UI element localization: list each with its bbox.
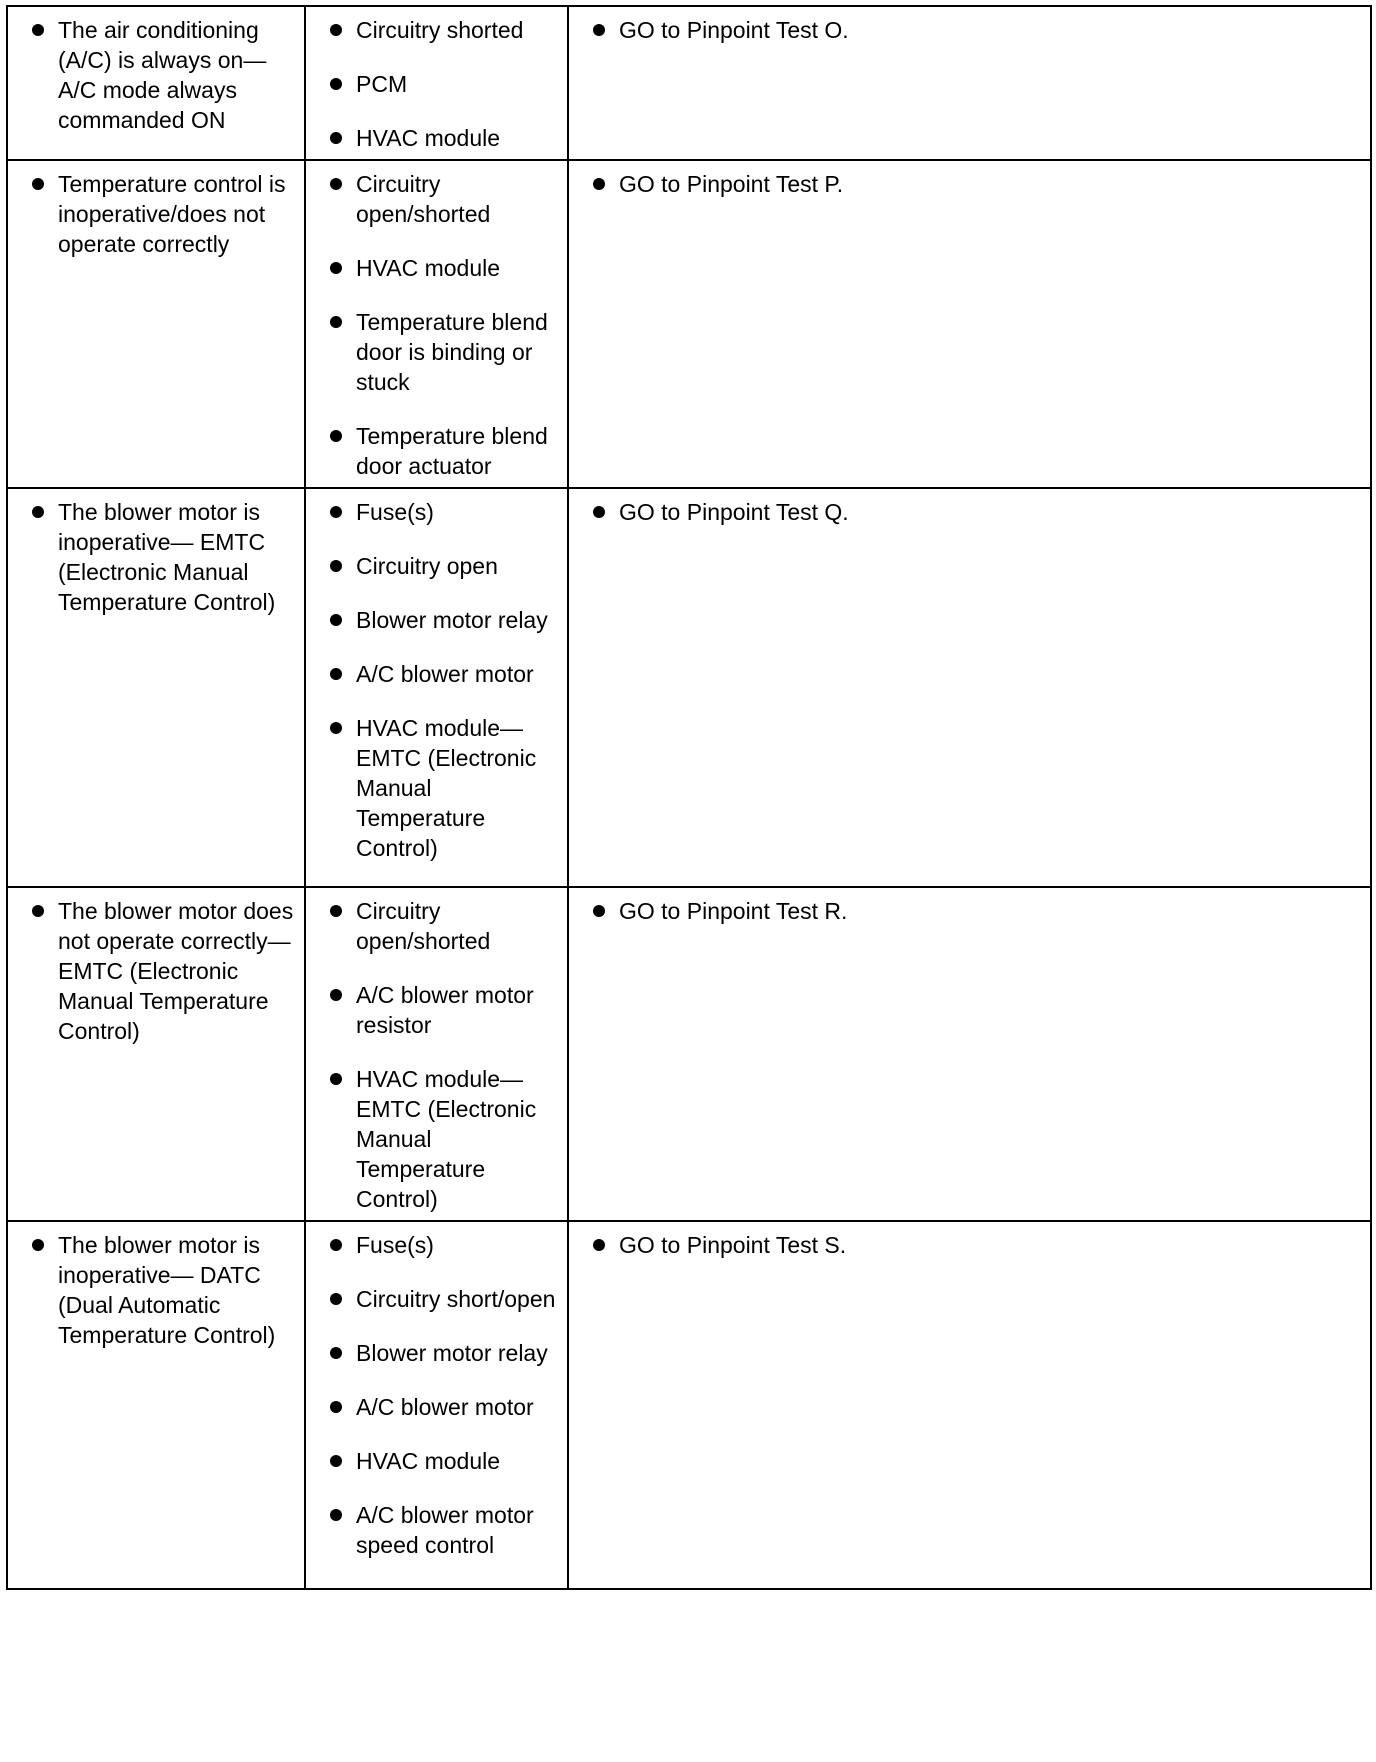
source-cell [305,160,568,488]
action-cell [568,488,1371,887]
source-item: A/C blower motor [316,659,561,689]
source-item: Temperature blend door is binding or stuck [316,307,561,397]
source-item: Circuitry open/shorted [316,169,561,229]
condition-cell [7,887,305,1221]
action-cell [568,6,1371,160]
action-cell [568,1221,1371,1589]
source-item: HVAC module [316,1446,561,1476]
source-cell [305,488,568,887]
source-item: Fuse(s) [316,1230,561,1260]
condition-text: The blower motor does not operate correctly— EMTC (Electronic Manual Temperature Control) [18,896,298,1046]
condition-text: The blower motor is inoperative— DATC (Dual Automatic Temperature Control) [18,1230,298,1350]
source-item: HVAC module— EMTC (Electronic Manual Temperature Control) [316,713,561,863]
action-text: GO to Pinpoint Test Q. [579,497,1364,527]
source-item: Circuitry short/open [316,1284,561,1314]
action-text: GO to Pinpoint Test P. [579,169,1364,199]
table-row [7,6,1371,160]
source-cell [305,1221,568,1589]
condition-cell [7,160,305,488]
source-item: HVAC module [316,123,561,153]
action-text: GO to Pinpoint Test R. [579,896,1364,926]
table-row [7,1221,1371,1589]
source-cell [305,6,568,160]
source-cell [305,887,568,1221]
action-cell [568,160,1371,488]
condition-cell [7,1221,305,1589]
source-item: Circuitry open [316,551,561,581]
source-item: Temperature blend door actuator [316,421,561,481]
source-item: A/C blower motor speed control [316,1500,561,1560]
source-item: Fuse(s) [316,497,561,527]
condition-text: Temperature control is inoperative/does not operate correctly [18,169,298,259]
source-item: HVAC module— EMTC (Electronic Manual Temperature Control) [316,1064,561,1214]
condition-cell [7,488,305,887]
condition-text: The air conditioning (A/C) is always on— A/C mode always commanded ON [18,15,298,135]
action-text: GO to Pinpoint Test O. [579,15,1364,45]
symptom-chart-table [6,5,1372,1590]
source-item: A/C blower motor resistor [316,980,561,1040]
condition-text: The blower motor is inoperative— EMTC (Electronic Manual Temperature Control) [18,497,298,617]
table-row [7,887,1371,1221]
table-row [7,488,1371,887]
source-item: A/C blower motor [316,1392,561,1422]
source-item: HVAC module [316,253,561,283]
source-item: Circuitry open/shorted [316,896,561,956]
source-item: PCM [316,69,561,99]
source-item: Blower motor relay [316,1338,561,1368]
source-item: Blower motor relay [316,605,561,635]
action-text: GO to Pinpoint Test S. [579,1230,1364,1260]
condition-cell [7,6,305,160]
source-item: Circuitry shorted [316,15,561,45]
action-cell [568,887,1371,1221]
table-row [7,160,1371,488]
